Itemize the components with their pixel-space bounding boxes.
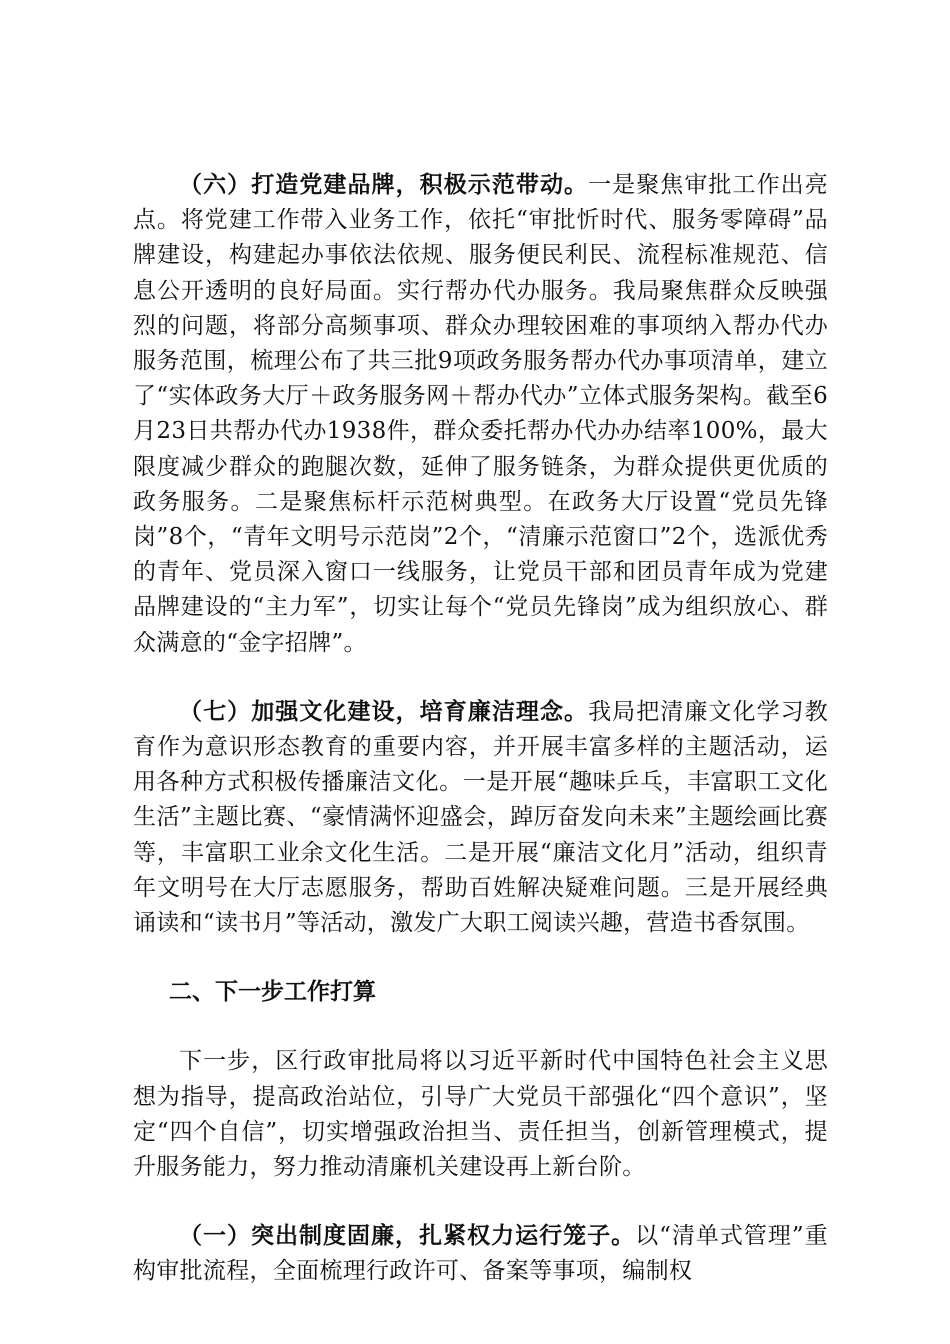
section-heading-7: （七）加强文化建设，培育廉洁理念。: [179, 698, 589, 725]
paragraph-culture: [133, 695, 828, 941]
paragraph-system: [133, 1219, 828, 1289]
section-heading-6: （六）打造党建品牌，积极示范带动。: [179, 172, 589, 198]
paragraph-gap: [133, 661, 828, 695]
section-body-1: 以“清单式管理”重构审批流程，全面梳理行政许可、备案等事项，编制权: [133, 1223, 828, 1285]
section-body-7: 我局把清廉文化学习教育作为意识形态教育的重要内容，并开展丰富多样的主题活动，运用各种方式积极传播廉洁文化。一是开展“趣味乒乓，丰富职工文化生活”主题比赛、“豪情满怀迎盛会，踔厉奋发向未来”主题绘画比赛等，丰富职工业余文化生活。二是开展“廉洁文化月”活动，组织青年文明号在大厅志愿服务，帮助百姓解决疑难问题。三是开展经典诵读和“读书月”等活动，激发广大职工阅读兴趣，营造书香氛围。: [133, 698, 828, 937]
part-title: 二、下一步工作打算: [169, 979, 376, 1006]
paragraph-gap: [133, 941, 828, 975]
section-body-6: 一是聚焦审批工作出亮点。将党建工作带入业务工作，依托“审批忻时代、服务零障碍”品牌建设，构建起办事依法依规、服务便民利民、流程标准规范、信息公开透明的良好局面。实行帮办代办服务。我局聚焦群众反映强烈的问题，将部分高频事项、群众办理较困难的事项纳入帮办代办服务范围，梳理公布了共三批9项政务服务帮办代办事项清单，建立了“实体政务大厅＋政务服务网＋帮办代办”立体式服务架构。截至6月23日共帮办代办1938件，群众委托帮办代办办结率100%，最大限度减少群众的跑腿次数，延伸了服务链条，为群众提供更优质的政务服务。二是聚焦标杆示范树典型。在政务大厅设置“党员先锋岗”8个，“青年文明号示范岗”2个，“清廉示范窗口”2个，选派优秀的青年、党员深入窗口一线服务，让党员干部和团员青年成为党建品牌建设的“主力军”，切实让每个“党员先锋岗”成为组织放心、群众满意的“金字招牌”。: [133, 172, 828, 656]
paragraph-gap: [133, 1185, 828, 1219]
paragraph-branding: [133, 168, 828, 661]
section-heading-1: （一）突出制度固廉，扎紧权力运行笼子。: [179, 1223, 636, 1250]
paragraph-gap: [133, 1010, 828, 1044]
document-page: [133, 168, 828, 1290]
part-intro: 下一步，区行政审批局将以习近平新时代中国特色社会主义思想为指导，提高政治站位，引导广大党员干部强化“四个意识”，坚定“四个自信”，切实增强政治担当、责任担当，创新管理模式，提升服务能力，努力推动清廉机关建设再上新台阶。: [133, 1048, 828, 1181]
